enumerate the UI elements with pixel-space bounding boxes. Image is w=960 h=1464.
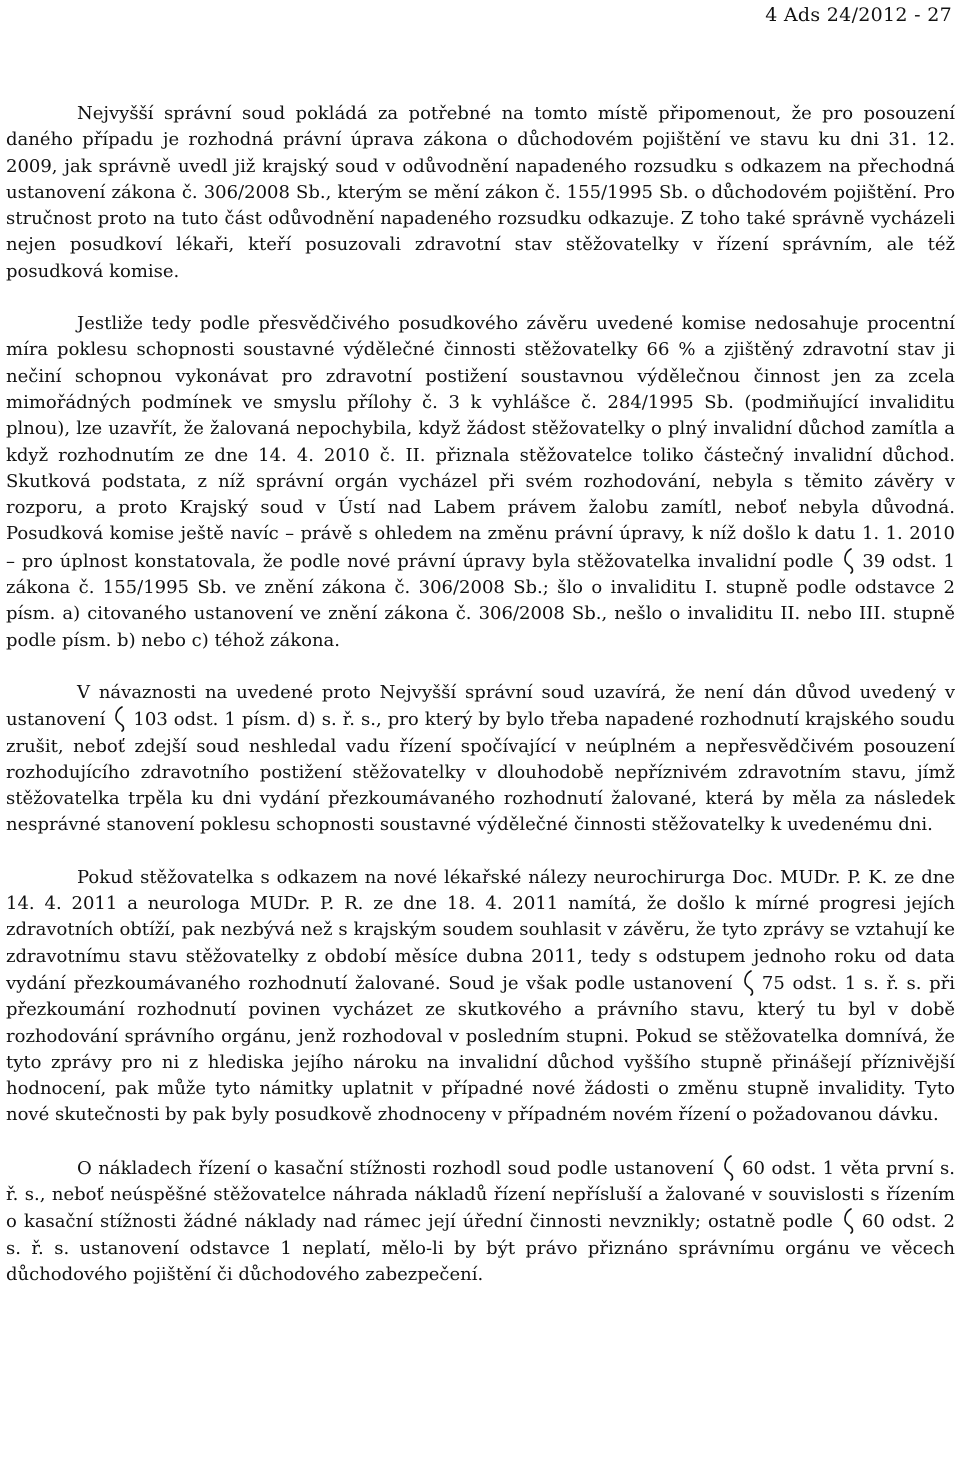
paragraph-text: Nejvyšší správní soud pokládá za potřebné na tomto místě připomenout, že pro posouzení daného případu je rozhodná právní úprava zákona o důchodovém pojištění ve stavu ku dni 31. 12. 2009, jak správně uvedl již krajský soud v odůvodnění napadeného rozsudku s odkazem na přechodná ustanovení zákona č. 306/2008 Sb., kterým se mění zákon č. 155/1995 Sb. o důchodovém pojištění. Pro stručnost proto na tuto část odůvodnění napadeného rozsudku odkazuje. Z toho také správně vycházeli nejen posudkoví lékaři, kteří posuzovali zdravotní stav stěžovatelky v řízení správním, ale též posudková komise. [6,103,955,282]
paragraph-text: Jestliže tedy podle přesvědčivého posudkového závěru uvedené komise nedosahuje procentní míra poklesu schopnosti soustavné výdělečné činnosti stěžovatelky 66 % a zjištěný zdravotní stav ji nečiní schopnou vykonávat pro zdravotní postižení soustavnou výdělečnou činnost jen za zcela mimořádných podmínek ve smyslu přílohy č. 3 k vyhlášce č. 284/1995 Sb. (podmiňující invaliditu plnou), lze uzavřít, že žalovaná nepochybila, když žádost stěžovatelky o plný invalidní důchod zamítla a když rozhodnutím ze dne 14. 4. 2010 č. II. přiznala stěžovatelce toliko částečný invalidní důchod. Skutková podstata, z níž správní orgán vycházel při svém rozhodování, nebyla s těmito závěry v rozporu, a proto Krajský soud v Ústí nad Labem právem žalobu zamítl, neboť nebyla důvodná. Posudková komise ještě navíc – právě s ohledem na změnu právní úpravy, k níž došlo k datu 1. 1. 2010 – pro úplnost konstatovala, že podle nové právní úpravy byla stěžovatelka invalidní podle [6,313,955,572]
paragraph-text: O nákladech řízení o kasační stížnosti rozhodl soud podle ustanovení [77,1157,714,1179]
section-sign-icon [113,706,127,732]
paragraph-text: 60 odst. 2 s. ř. s. ustanovení odstavce 1 neplatí, mělo-li by být právo přiznáno správnímu orgánu ve věcech důchodového pojištění či důchodového zabezpečení. [6,1211,955,1285]
paragraph-1 [6,101,955,285]
section-sign-icon [742,970,756,996]
paragraph-text: 60 odst. 1 věta první s. ř. s., neboť neúspěšné stěžovatelce náhrada nákladů řízení nepřísluší a žalované v souvislosti s řízením o kasační stížnosti žádné náklady nad rámec její úřední činnosti nevznikly; ostatně podle [6,1157,955,1233]
paragraph-4 [6,865,955,1129]
paragraph-text: 103 odst. 1 písm. d) s. ř. s., pro který by bylo třeba napadené rozhodnutí krajského soudu zrušit, neboť zdejší soud neshledal vadu řízení spočívající v neúplném a nepřesvědčivém posouzení rozhodujícího zdravotního postižení stěžovatelky v dlouhodobě nepříznivém zdravotním stavu, jímž stěžovatelka trpěla ku dni vydání přezkoumávaného rozhodnutí žalované, která by měla za následek nesprávné stanovení poklesu schopnosti soustavné výdělečné činnosti stěžovatelky k uvedenému dni. [6,709,955,836]
section-sign-icon [842,1208,856,1234]
paragraph-text: Pokud stěžovatelka s odkazem na nové lékařské nálezy neurochirurga Doc. MUDr. P. K. ze dne 14. 4. 2011 a neurologa MUDr. P. R. ze dne 18. 4. 2011 namítá, že došlo k mírné progresi jejích zdravotních obtíží, pak nezbývá než s krajským soudem souhlasit v závěru, že tyto zprávy se vztahují ke zdravotnímu stavu stěžovatelky z období měsíce dubna 2011, tedy s odstupem jednoho roku od data vydání přezkoumávaného rozhodnutí žalované. Soud je však podle ustanovení [6,866,955,994]
paragraph-text: V návaznosti na uvedené proto Nejvyšší správní soud uzavírá, že není dán důvod uvedený v ustanovení [6,681,955,731]
document-body [6,101,955,1288]
paragraph-5 [6,1155,955,1288]
paragraph-2 [6,311,955,654]
paragraph-text: 39 odst. 1 zákona č. 155/1995 Sb. ve znění zákona č. 306/2008 Sb.; šlo o invaliditu I. stupně podle odstavce 2 písm. a) citovaného ustanovení ve znění zákona č. 306/2008 Sb., nešlo o invaliditu II. nebo III. stupně podle písm. b) nebo c) téhož zákona. [6,550,955,651]
section-sign-icon [842,548,856,574]
document-reference: 4 Ads 24/2012 - 27 [765,4,952,26]
section-sign-icon [722,1155,736,1181]
paragraph-text: 75 odst. 1 s. ř. s. při přezkoumání rozhodnutí povinen vycházet ze skutkového a právního stavu, který tu byl v době rozhodování správního orgánu, jenž rozhodoval v posledním stupni. Pokud se stěžovatelka domnívá, že tyto zprávy pro ni z hlediska jejího nároku na invalidní důchod vyššího stupně přinášejí příznivější hodnocení, pak může tyto námitky uplatnit v případné nové žádosti o změnu stupně invalidity. Tyto nové skutečnosti by pak byly posudkově zhodnoceny v případném novém řízení o požadovanou dávku. [6,972,955,1126]
paragraph-3 [6,680,955,839]
